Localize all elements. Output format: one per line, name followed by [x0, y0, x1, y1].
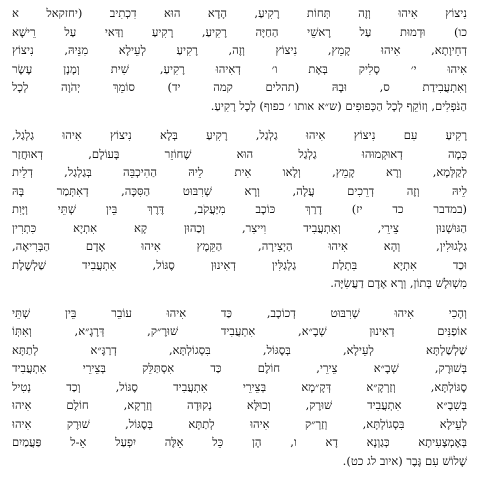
text-line: רָקִיעַ עִם נִיצוֹץ אִיהוּ גַלְגַל, רָקִיעַ בְּלָא נִיצוֹץ אִיהוּ גַלְגַל, [12, 128, 467, 142]
paragraph-3 [12, 304, 467, 471]
text-line: הַנֹּפְלִים, וְזוֹקֵף לְכָל הַכְּפוּפִים (ש״א אותו ׳ כפוף) לְכָל רָקִיעַ. [210, 98, 467, 113]
text-line: כְּמָה דְאוּקְמוּהוּ גַלְגַל הוּא שֶׁחוֹזֵר בָּעוֹלָם, דְאוּחֲזַר [12, 146, 467, 161]
text-line: וּכַד אִתְיָא בִּתְלַת גַלְגַלִּין דְאִינוּן סֶגּוֹל, אִתְעֲבִיד שַׁלְשֶׁלֶת [12, 257, 467, 272]
text-line: בְּשׁוּרֶק, שְׁבָ״א צֵירֵי, חוֹלֶם כַּד אִסְתַּלֵּק בְּצֵירֵי אִתְעֲבִיד [12, 361, 467, 375]
text-line: שַׁלְשַׁלְתָּא לְעֵילָא, בְּסֶגּוֹל, בִּסְגוֹלְתָּא, דְרַגָּ״א לְתַתָּא [12, 342, 467, 357]
text-line: בְּשִׁבָ״א אִתְעֲבִיד שׁוּרֶק, וְכוּלָּא נְקוּדָה וְזַרְקָא, חוֹלֶם אִיהוּ [12, 398, 467, 412]
text-line: וְהָכִי אִיהוּ שְׁרִבּוּט דְכוֹכָב, כַּד אִיהוּ עוֹבֵר בֵּין שְׁתֵּי [12, 305, 467, 320]
text-line: לְקַלְּמָא, וְרָא קָמֵץ, וְלָאו אִית לֵיהּ הַהִיכְבֵּה בְּגַלְגַל, דְלֵית [12, 165, 467, 179]
text-line: הַגּוּשְׁנוּן צֵירֵי, וְאִתְעֲבִיד וִייצִר, וְכַהוּן קָא אִתְיָא כִּתְרִין [12, 220, 467, 235]
text-line: אוֹפַנִּים דְאִינוּן שְׁבָ״א, אִתְעֲבִיד שׁוּרֶ״ק, דְּרָגָ״א, וְאִתְּוֹ [12, 324, 467, 338]
text-line: דְחֵיוָתָא, אִיהוּ קָמֵץ, נִיצוֹץ וְזֶה, רָקִיעַ לְעֵילָא מִנֵּיהּ, נִיצוֹץ [12, 43, 467, 57]
paragraph-1 [12, 4, 467, 115]
paragraph-2 [12, 126, 467, 293]
text-line: אִיהוּ י׳ סָלִיק בְּאָת ו׳ דְאִיהוּ רָקִיעַ, שִׁית וְמָנָן עֶשֶׂר [12, 61, 467, 76]
text-line: וְאִתְעֲבִידַת ס, וּבָהּ (תהלים קמה יד) סוֹמֵךְ יְהֹוָה לְכָל [12, 80, 467, 94]
text-line: לְעֵילָא בִּסְגוֹלְתָּא, וְזַרְ״ק אִיהוּ לְתַתָּא בְּסֶגּוֹל, שׁוּרֶק אִיהוּ [12, 416, 467, 431]
text-line: מִשְׁוּלָשׁ בְּתוֹן, וְרָא אָדָם דַעֲשִׂיָּה. [330, 276, 467, 290]
text-line: גַלְגוּלִין, וְהָא אִיהוּ הַיְצִירָה, הַקֵּמֶץ אִיהוּ אָדָם הַבְּרִיאָה, [12, 239, 467, 253]
text-line: נִיצוֹץ אִיהוּ וְזֶה תְּחוֹת רָקִיעַ, הָדָא הוּא דִכְתִיב (יחזקאל א [12, 6, 467, 20]
text-line: לֵיהּ וְזֶה דְרֵכִים עֲלָה, וְרָא שְׁרִבּוּט הַסִּכָּה, דְאִתְּמַר בָּהּ [12, 183, 467, 198]
text-line: (במדבר כד יז) דָרַךְ כּוֹכָב מִיַּעֲקֹב, דֶּרֶךְ בֵּין שְׁתֵּי וְיָּוִת [12, 202, 467, 216]
text-line: כו) וּדְמוּת עַל רָאשֵׁי הַחַיָּה רָקִיעַ, רָקִיעַ וַדַּאי עַל רֵישָׁא [12, 24, 467, 39]
text-line: שָׁלוֹשׁ עִם גָּבֶר (איוב לג כט). [342, 453, 467, 468]
text-line: בְּאֶמְצָעִיתָא כְּגַוְנָא דָא ו, הָן כֵּל אֵלֶּה יִפְעַל אֵ-ל פַּעֲמַיִם [12, 435, 467, 449]
text-line: סֶגּוֹלְתָּא, וְזַרְקָ״א דְּקָ״מָא בְּצֵירֵי אִתְעֲבִיד סֶגּוֹל, וְכַד נְטִיל [12, 379, 467, 394]
